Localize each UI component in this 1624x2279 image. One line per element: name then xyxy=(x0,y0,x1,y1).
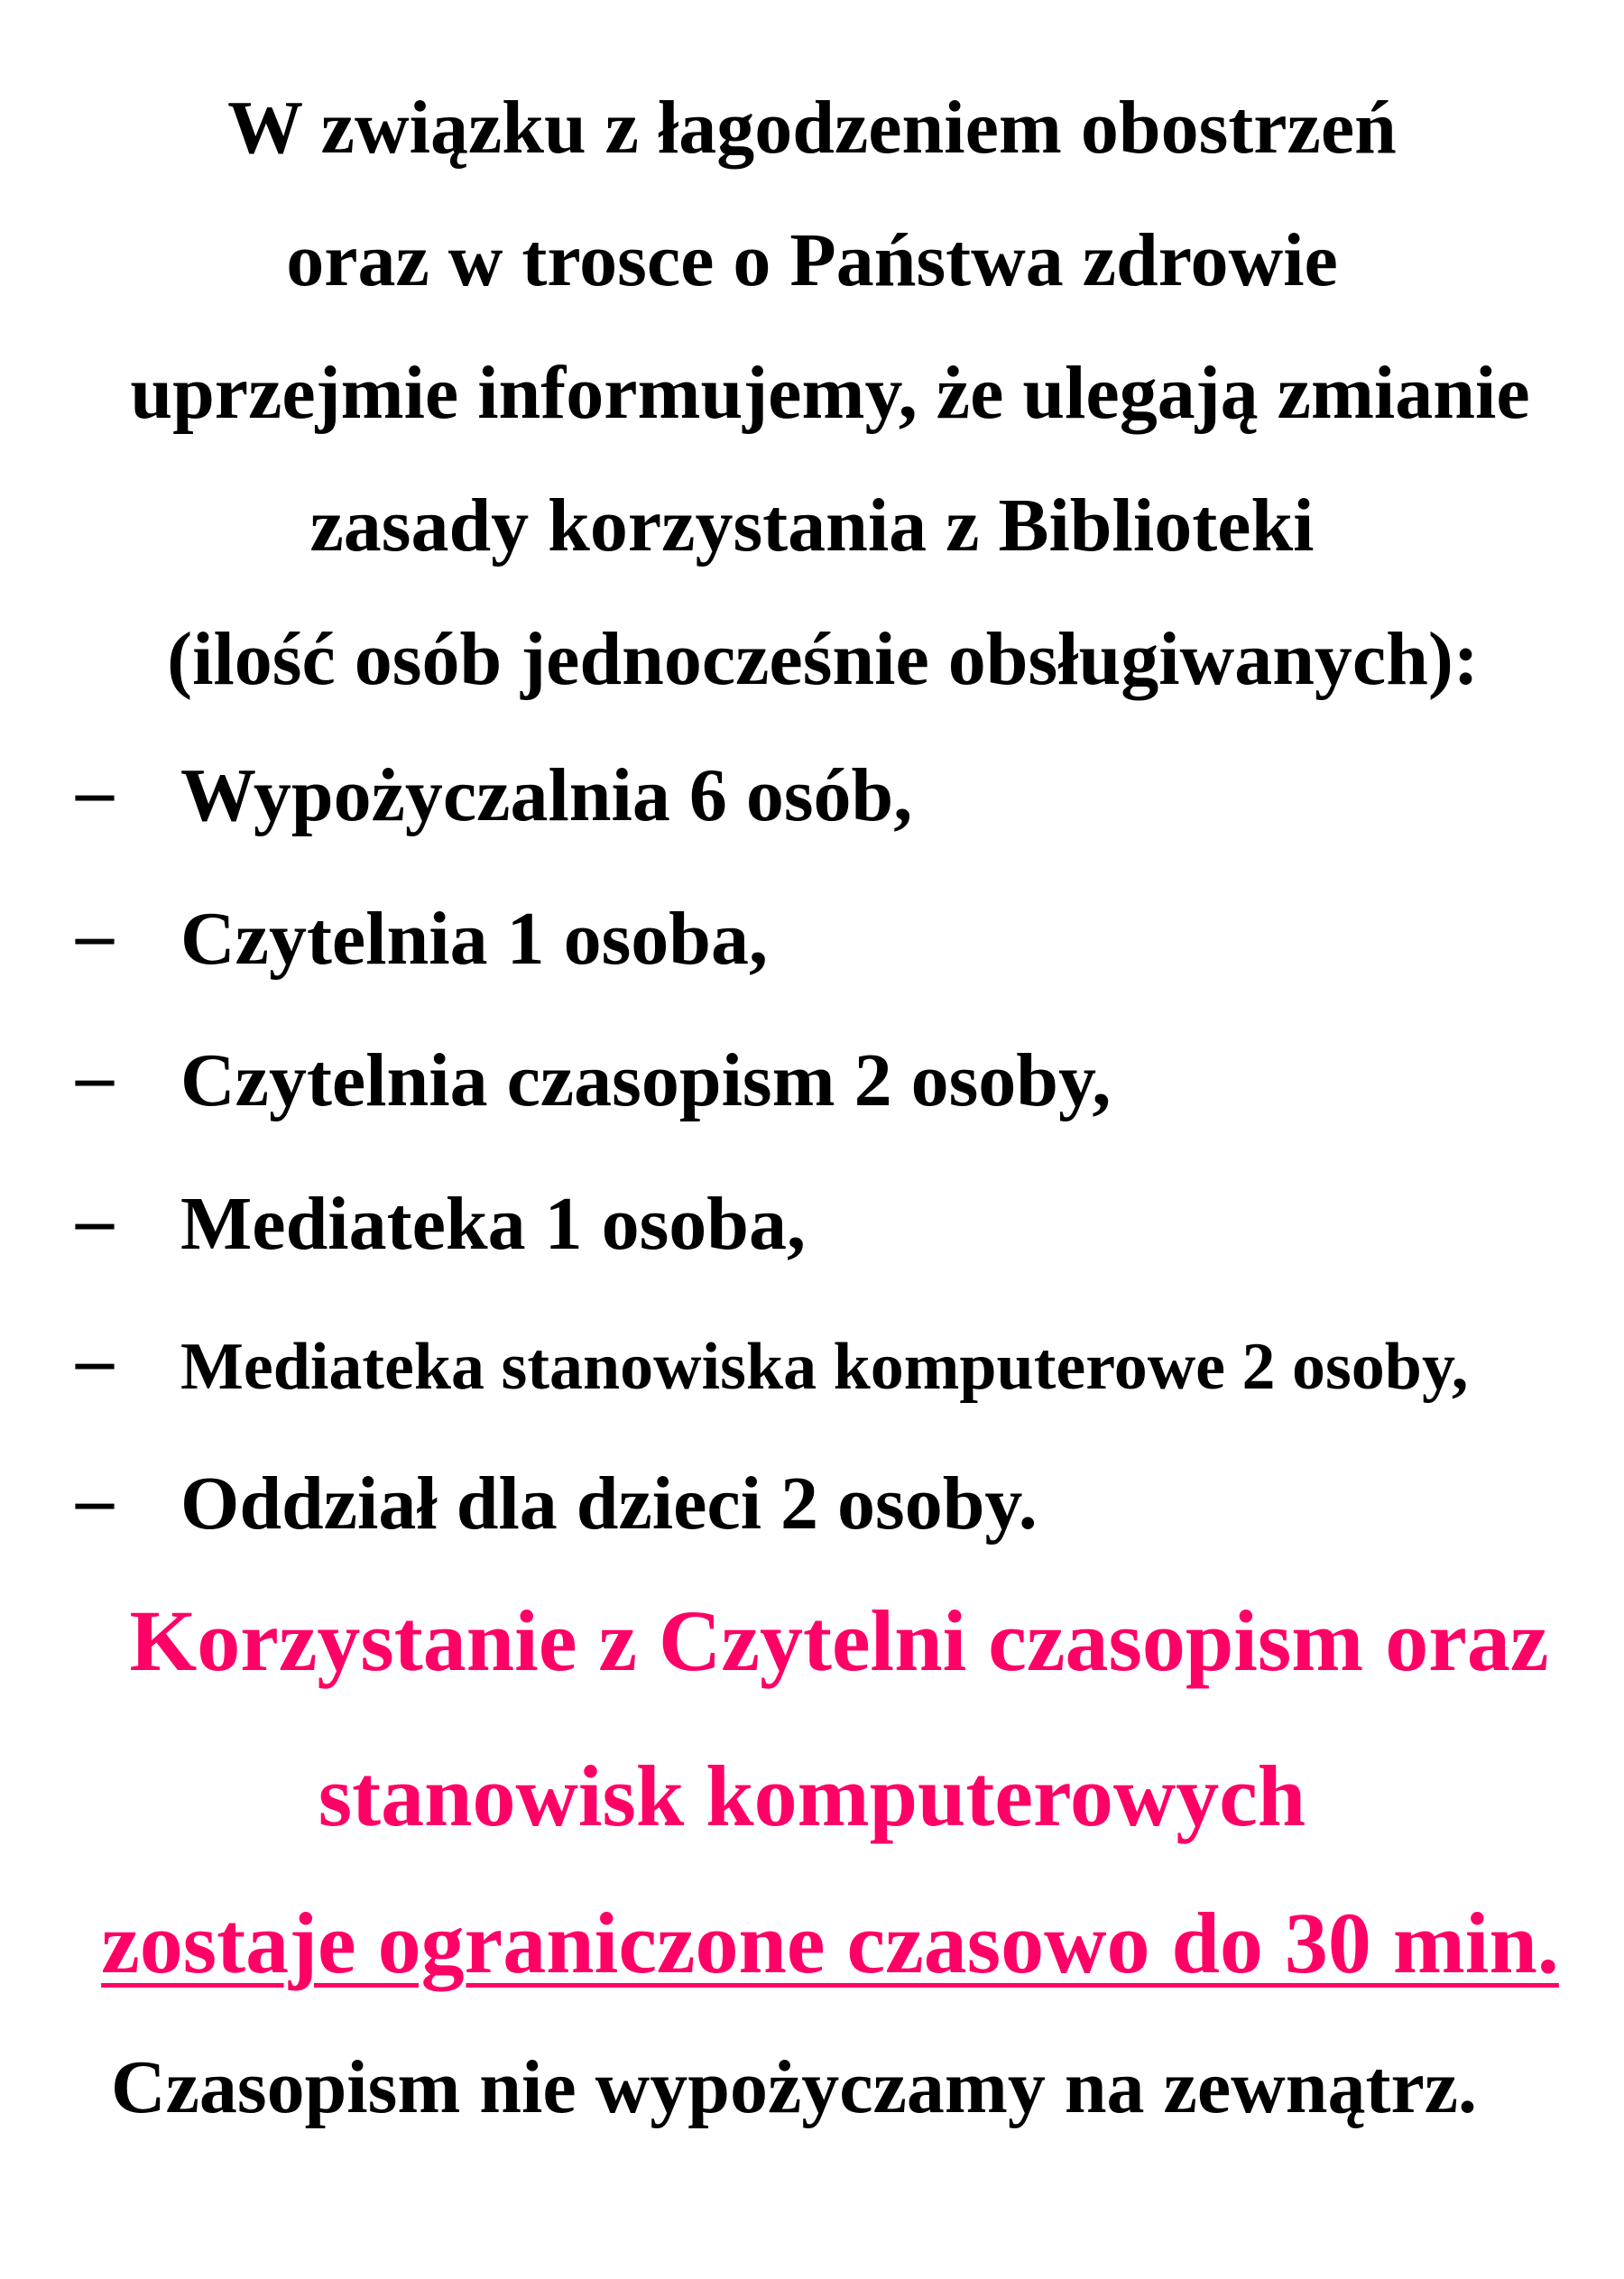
bullet-dash: – xyxy=(76,1457,114,1541)
list-item: Czytelnia czasopism 2 osoby, xyxy=(180,1038,1112,1122)
notice-line-3: zostaje ograniczone czasowo do 30 min. xyxy=(101,1895,1559,1991)
notice-line-1: Korzystanie z Czytelni czasopism oraz xyxy=(129,1592,1549,1689)
notice-line-2: stanowisk komputerowych xyxy=(318,1748,1306,1844)
header-line-1: W związku z łagodzeniem obostrzeń xyxy=(227,86,1397,170)
list-item: Wypożyczalnia 6 osób, xyxy=(180,753,913,837)
footer-note: Czasopism nie wypożyczamy na zewnątrz. xyxy=(110,2045,1478,2129)
bullet-dash: – xyxy=(76,1034,114,1118)
header-line-4: zasady korzystania z Biblioteki xyxy=(309,484,1315,567)
list-item: Czytelnia 1 osoba, xyxy=(180,897,768,981)
header-line-3: uprzejmie informujemy, że ulegają zmianie xyxy=(130,351,1530,435)
header-line-5: (ilość osób jednocześnie obsługiwanych): xyxy=(167,617,1479,701)
bullet-dash: – xyxy=(76,749,114,833)
list-item: Oddział dla dzieci 2 osoby. xyxy=(180,1462,1038,1545)
bullet-dash: – xyxy=(76,892,114,976)
bullet-dash: – xyxy=(76,1317,114,1401)
list-item: Mediateka stanowiska komputerowe 2 osoby, xyxy=(180,1330,1469,1404)
bullet-dash: – xyxy=(76,1177,114,1261)
header-line-2: oraz w trosce o Państwa zdrowie xyxy=(286,218,1338,302)
list-item: Mediateka 1 osoba, xyxy=(180,1182,806,1266)
